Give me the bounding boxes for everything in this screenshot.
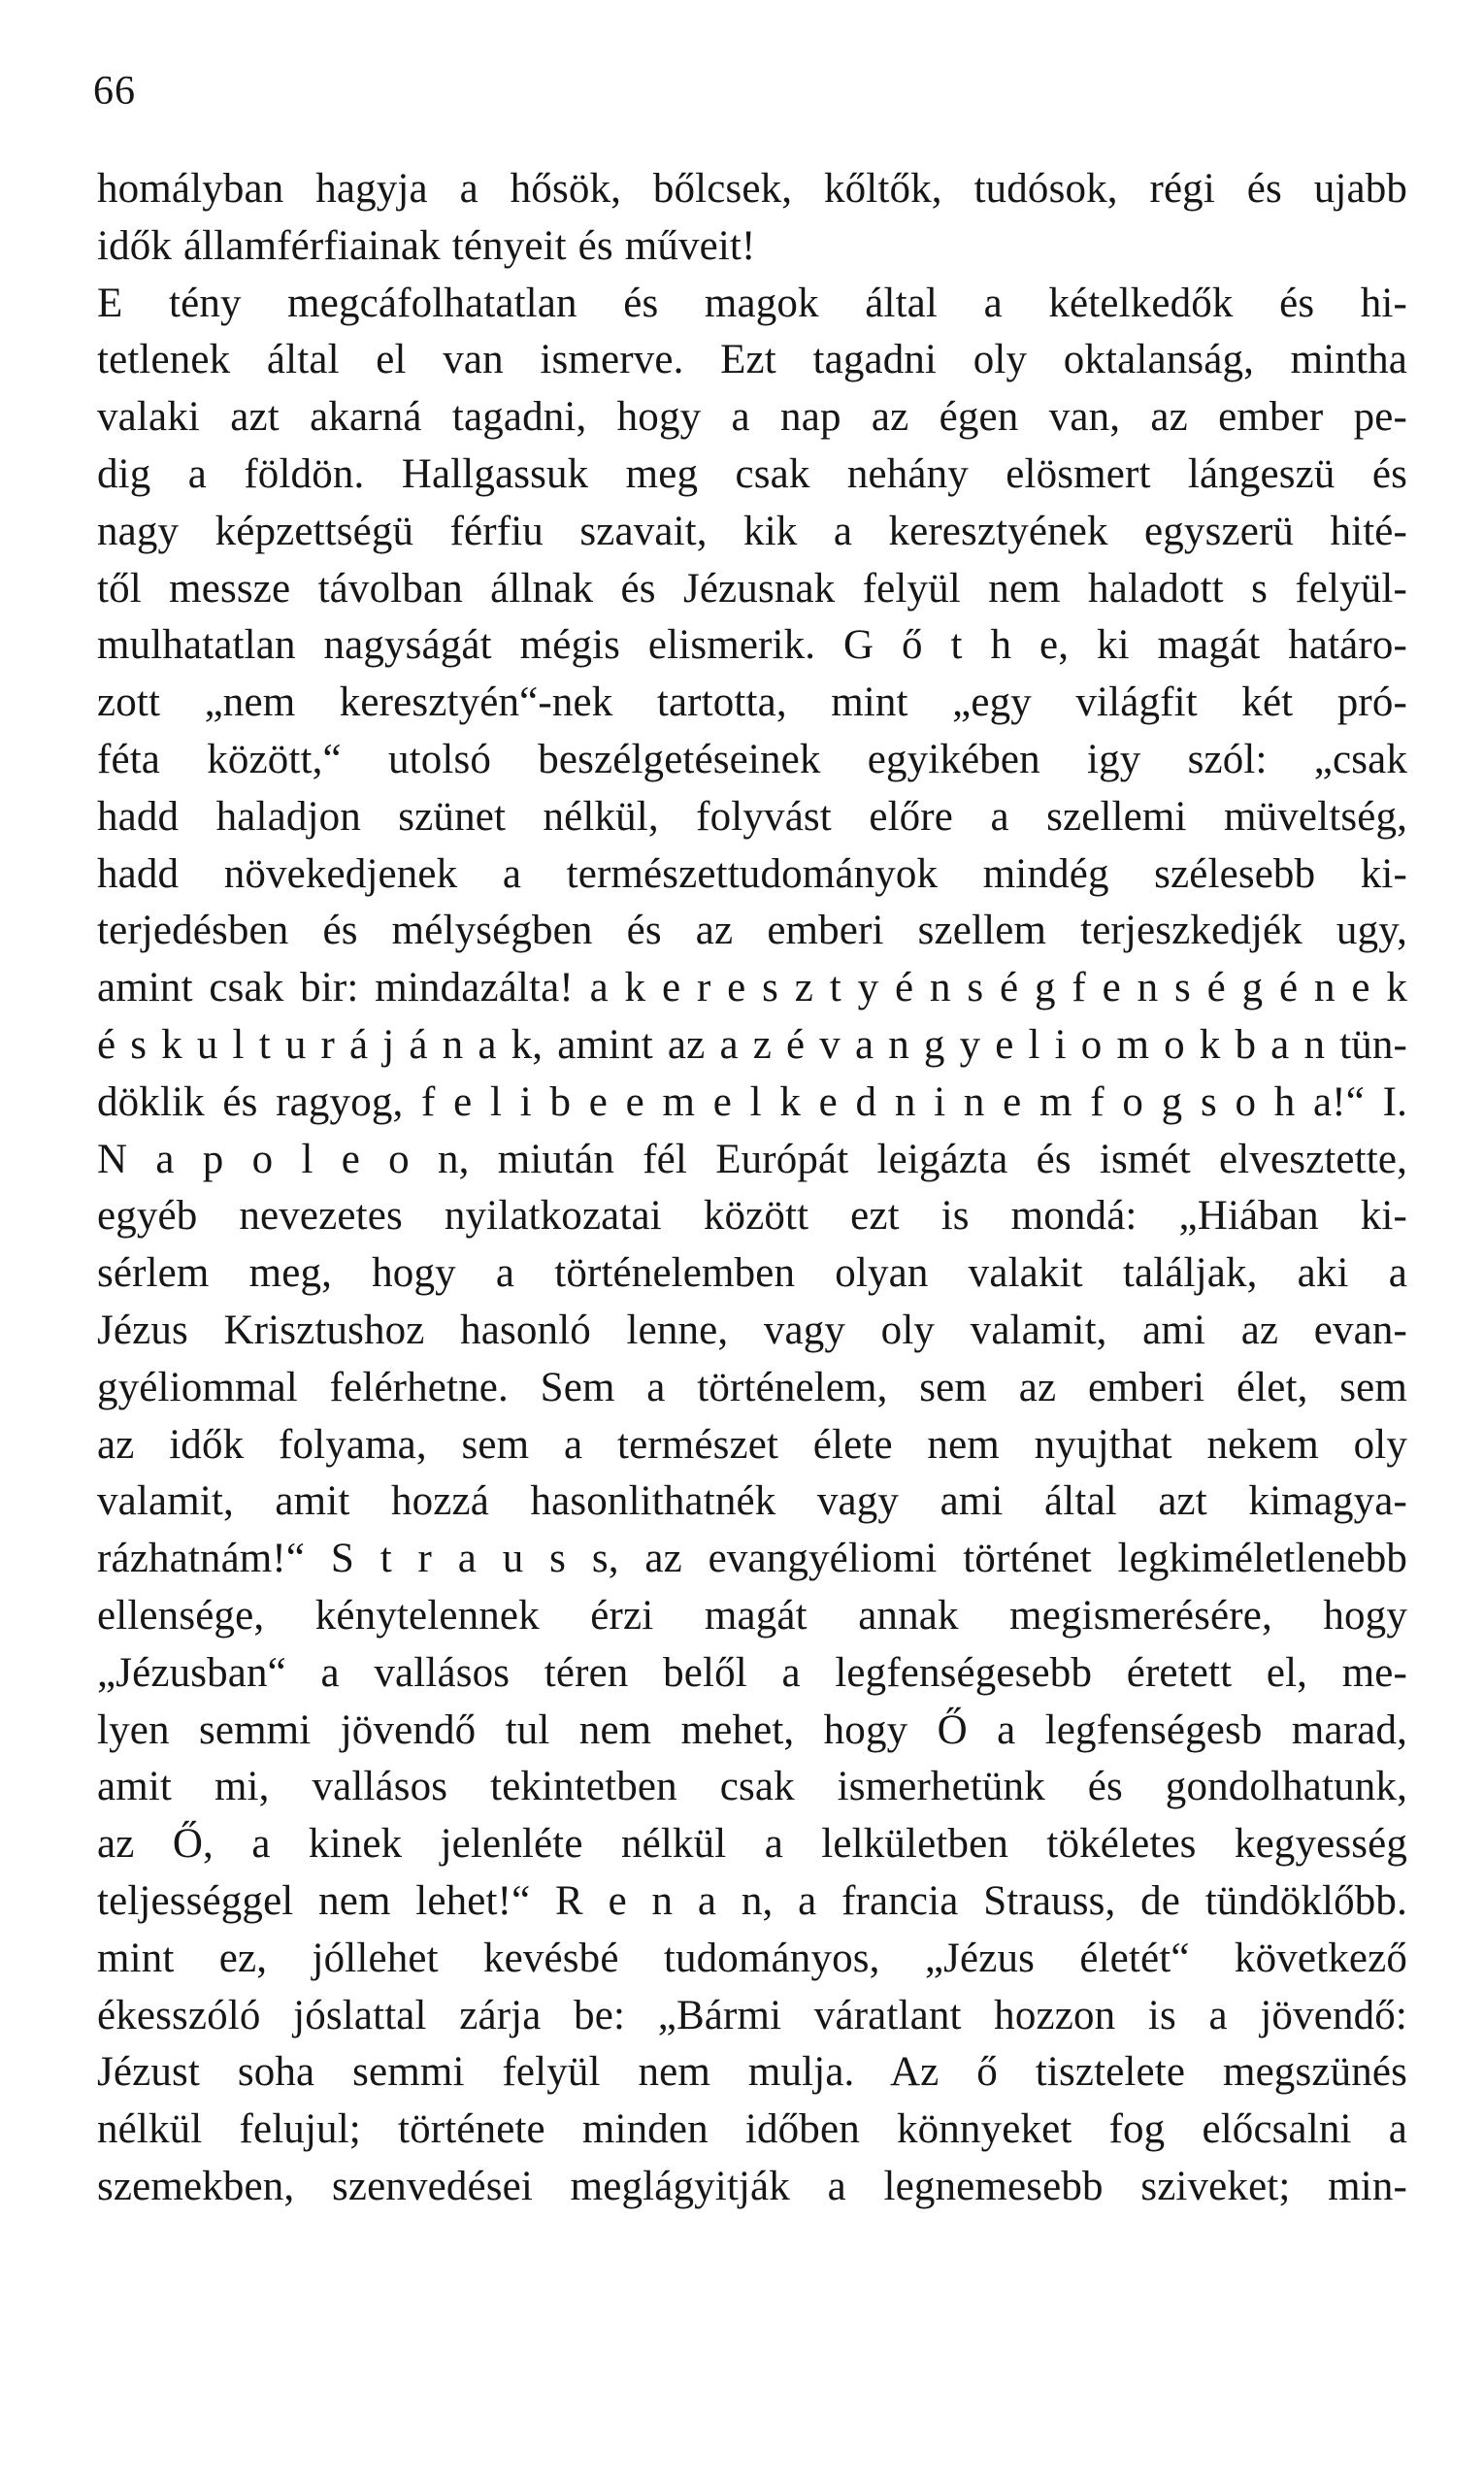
text-line: döklik és ragyog, f e l i b e e m e l k e d n i n e m f o g s o h a!“ I.	[97, 1078, 1407, 1125]
text-line: „Jézusban“ a vallásos téren belől a legfenségesebb éretett el, me-	[97, 1649, 1407, 1696]
text-line: gyéliommal felérhetne. Sem a történelem, sem az emberi élet, sem	[97, 1364, 1407, 1410]
text-line: amint csak bir: mindazálta! a k e r e s z t y é n s é g f e n s é g é n e k	[97, 965, 1407, 1011]
text-line: től messze távolban állnak és Jézusnak felyül nem haladott s felyül-	[97, 565, 1407, 612]
text-line: rázhatnám!“ S t r a u s s, az evangyéliomi történet legkiméletlenebb	[97, 1536, 1407, 1582]
text-line: mulhatatlan nagyságát mégis elismerik. G ő t h e, ki magát határo-	[97, 622, 1407, 669]
text-line: é s k u l t u r á j á n a k, amint az a z é v a n g y e l i o m o k b a n tün-	[97, 1021, 1407, 1068]
text-line: mint ez, jóllehet kevésbé tudományos, „Jézus életét“ következő	[97, 1935, 1407, 1981]
text-line: terjedésben és mélységben és az emberi szellem terjeszkedjék ugy,	[97, 908, 1407, 954]
text-line: ékesszóló jóslattal zárja be: „Bármi váratlant hozzon is a jövendő:	[97, 1992, 1407, 2038]
text-line: Jézus Krisztushoz hasonló lenne, vagy oly valamit, ami az evan-	[97, 1307, 1407, 1353]
page-number: 66	[93, 69, 136, 114]
text-line: az idők folyama, sem a természet élete nem nyujthat nekem oly	[97, 1421, 1407, 1468]
text-line: tetlenek által el van ismerve. Ezt tagadni oly oktalanság, mintha	[97, 337, 1407, 383]
text-line: lyen semmi jövendő tul nem mehet, hogy Ő a legfenségesb marad,	[97, 1706, 1407, 1753]
text-line: Jézust soha semmi felyül nem mulja. Az ő tisztelete megszünés	[97, 2049, 1407, 2096]
text-line: hadd haladjon szünet nélkül, folyvást előre a szellemi müveltség,	[97, 793, 1407, 840]
text-line: nélkül felujul; története minden időben könnyeket fog előcsalni a	[97, 2106, 1407, 2153]
text-line: egyéb nevezetes nyilatkozatai között ezt is mondá: „Hiában ki-	[97, 1193, 1407, 1240]
text-line: valaki azt akarná tagadni, hogy a nap az égen van, az ember pe-	[97, 394, 1407, 441]
text-line: hadd növekedjenek a természettudományok mindég szélesebb ki-	[97, 850, 1407, 897]
text-line: dig a földön. Hallgassuk meg csak nehány elösmert lángeszü és	[97, 450, 1407, 497]
text-line: amit mi, vallásos tekintetben csak ismerhetünk és gondolhatunk,	[97, 1764, 1407, 1810]
text-line: zott „nem keresztyén“-nek tartotta, mint „egy világfit két pró-	[97, 679, 1407, 726]
text-line: féta között,“ utolsó beszélgetéseinek egyikében igy szól: „csak	[97, 736, 1407, 782]
text-line: ellensége, kénytelennek érzi magát annak megismerésére, hogy	[97, 1592, 1407, 1639]
text-line: N a p o l e o n, miután fél Európát leigázta és ismét elvesztette,	[97, 1136, 1407, 1182]
text-line: idők államférfiainak tényeit és műveit!	[97, 222, 756, 269]
text-line: sérlem meg, hogy a történelemben olyan valakit találjak, aki a	[97, 1250, 1407, 1297]
text-line: nagy képzettségü férfiu szavait, kik a keresztyének egyszerü hité-	[97, 508, 1407, 554]
body-text	[97, 161, 1407, 2216]
text-line: teljességgel nem lehet!“ R e n a n, a francia Strauss, de tündöklőbb.	[97, 1877, 1407, 1924]
text-line: az Ő, a kinek jelenléte nélkül a lelkületben tökéletes kegyesség	[97, 1821, 1407, 1868]
text-line: valamit, amit hozzá hasonlithatnék vagy ami által azt kimagya-	[97, 1478, 1407, 1525]
text-line: homályban hagyja a hősök, bőlcsek, kőltők, tudósok, régi és ujabb	[97, 166, 1407, 212]
text-line: szemekben, szenvedései meglágyitják a legnemesebb sziveket; min-	[97, 2163, 1407, 2209]
text-line: E tény megcáfolhatatlan és magok által a kételkedők és hi-	[97, 280, 1407, 326]
